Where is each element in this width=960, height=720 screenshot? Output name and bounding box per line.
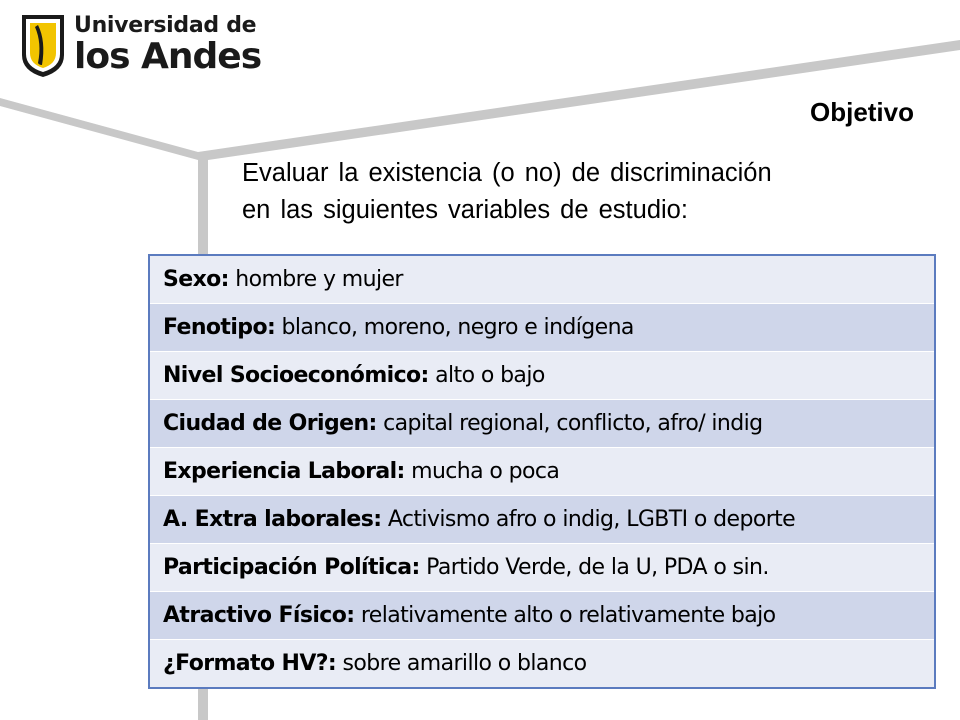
table-row bbox=[149, 448, 935, 496]
variable-values: alto o bajo bbox=[428, 363, 545, 388]
variable-values: sobre amarillo o blanco bbox=[336, 651, 587, 676]
table-cell bbox=[149, 496, 935, 544]
variable-values: hombre y mujer bbox=[228, 267, 403, 292]
table-row bbox=[149, 304, 935, 352]
variable-name: Atractivo Físico: bbox=[163, 603, 355, 628]
variable-name: A. Extra laborales: bbox=[163, 507, 382, 532]
table-cell bbox=[149, 352, 935, 400]
table-row bbox=[149, 640, 935, 689]
intro-line-2: en las siguientes variables de estudio: bbox=[242, 196, 688, 224]
variable-values: blanco, moreno, negro e indígena bbox=[275, 315, 634, 340]
table-cell bbox=[149, 448, 935, 496]
variable-values: relativamente alto o relativamente bajo bbox=[354, 603, 776, 628]
table-cell bbox=[149, 640, 935, 689]
table-cell bbox=[149, 304, 935, 352]
table-cell bbox=[149, 592, 935, 640]
table-cell bbox=[149, 544, 935, 592]
table-row bbox=[149, 255, 935, 304]
variable-values: mucha o poca bbox=[404, 459, 560, 484]
table-row bbox=[149, 592, 935, 640]
intro-text bbox=[242, 155, 922, 229]
variable-name: Participación Política: bbox=[163, 555, 420, 580]
table-row bbox=[149, 496, 935, 544]
university-name-line1: Universidad de bbox=[74, 13, 257, 38]
table-row bbox=[149, 352, 935, 400]
variable-name: Sexo: bbox=[163, 267, 229, 292]
university-shield-icon bbox=[18, 11, 68, 79]
intro-line-1: Evaluar la existencia (o no) de discriminación bbox=[242, 159, 772, 187]
variable-values: capital regional, conflicto, afro/ indig bbox=[376, 411, 763, 436]
university-logo bbox=[18, 10, 261, 80]
table-cell bbox=[149, 400, 935, 448]
university-name-line2: los Andes bbox=[74, 36, 262, 77]
study-variables-table bbox=[148, 254, 936, 689]
slide-title: Objetivo bbox=[809, 97, 914, 127]
table-row bbox=[149, 544, 935, 592]
variable-name: Fenotipo: bbox=[163, 315, 276, 340]
variable-name: Experiencia Laboral: bbox=[163, 459, 405, 484]
variable-values: Partido Verde, de la U, PDA o sin. bbox=[419, 555, 769, 580]
table-row bbox=[149, 400, 935, 448]
variable-values: Activismo afro o indig, LGBTI o deporte bbox=[381, 507, 796, 532]
variable-name: ¿Formato HV?: bbox=[163, 651, 337, 676]
variable-name: Nivel Socioeconómico: bbox=[163, 363, 429, 388]
table-cell bbox=[149, 255, 935, 304]
variable-name: Ciudad de Origen: bbox=[163, 411, 377, 436]
